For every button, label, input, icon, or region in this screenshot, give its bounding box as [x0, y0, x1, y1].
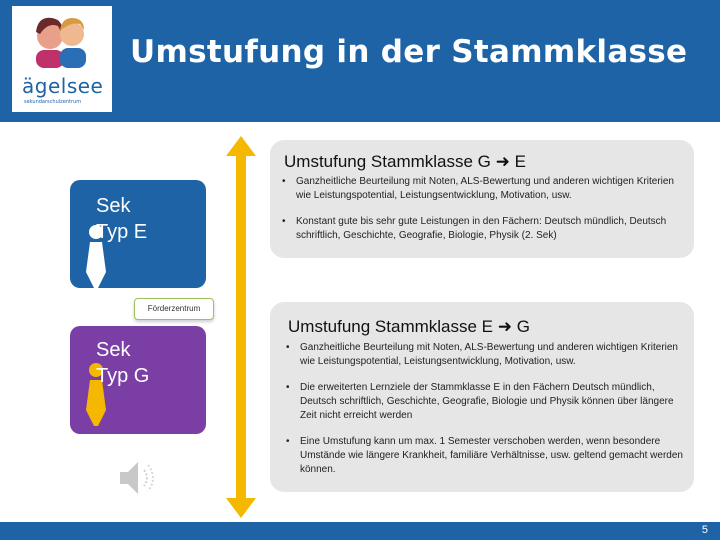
list-item: • Konstant gute bis sehr gute Leistungen in den Fächern: Deutsch mündlich, Deutsch schriftlich, Geschichte, Geografie, Biologie, Physik (2. Sek) [282, 215, 680, 243]
panel-bottom-bullets [286, 341, 684, 477]
sek-g-line1: Sek [96, 339, 131, 361]
list-item: • Ganzheitliche Beurteilung mit Noten, ALS-Bewertung und anderen wichtigen Kriterien wie Leistungspotential, Leistungsentwicklung, Motivation, usw. [282, 175, 680, 203]
page-number: 5 [701, 524, 708, 536]
right-arrow-icon: ➜ [497, 317, 512, 336]
list-item: • Die erweiterten Lernziele der Stammklasse E in den Fächern Deutsch mündlich, Deutsch schriftlich, Geschichte, Geografie, Biologie und Physik können über längere Zeit nicht erreicht werden [286, 381, 684, 423]
double-arrow-icon [226, 136, 256, 518]
speaker-icon[interactable] [118, 458, 160, 498]
foerderzentrum-label: Förderzentrum [134, 298, 214, 320]
list-item: • Ganzheitliche Beurteilung mit Noten, ALS-Bewertung und anderen wichtigen Kriterien wie Leistungspotential, Leistungsentwicklung, Motivation, usw. [286, 341, 684, 369]
panel-bottom-title [288, 317, 530, 337]
panel-top-title-text: Umstufung Stammklasse G [284, 152, 491, 171]
sek-typ-e-box [70, 180, 206, 288]
panel-g-to-e [270, 140, 694, 258]
page-title: Umstufung in der Stammklasse [130, 34, 688, 70]
panel-top-title [284, 152, 526, 172]
footer-bar [0, 522, 720, 540]
sek-e-line2: Typ E [96, 221, 148, 243]
sek-typ-g-box [70, 326, 206, 434]
list-item: • Eine Umstufung kann um max. 1 Semester verschoben werden, wenn besondere Umstände wie längere Krankheit, familiäre Verhältnisse, usw. geltend gemacht werden können. [286, 435, 684, 477]
right-arrow-icon: ➜ [495, 152, 510, 171]
panel-e-to-g [270, 302, 694, 492]
panel-bottom-title-end: G [516, 317, 530, 336]
panel-top-title-end: E [514, 152, 526, 171]
school-logo [12, 6, 112, 112]
logo-wordmark: ägelsee [22, 74, 104, 98]
sek-e-line1: Sek [96, 195, 131, 217]
panel-bottom-title-text: Umstufung Stammklasse E [288, 317, 494, 336]
sek-g-line2: Typ G [96, 365, 150, 387]
students-photo-icon [28, 12, 92, 68]
logo-subtitle: sekundarschulzentrum [24, 99, 82, 105]
header-bar [0, 0, 720, 122]
panel-top-bullets [282, 175, 680, 243]
